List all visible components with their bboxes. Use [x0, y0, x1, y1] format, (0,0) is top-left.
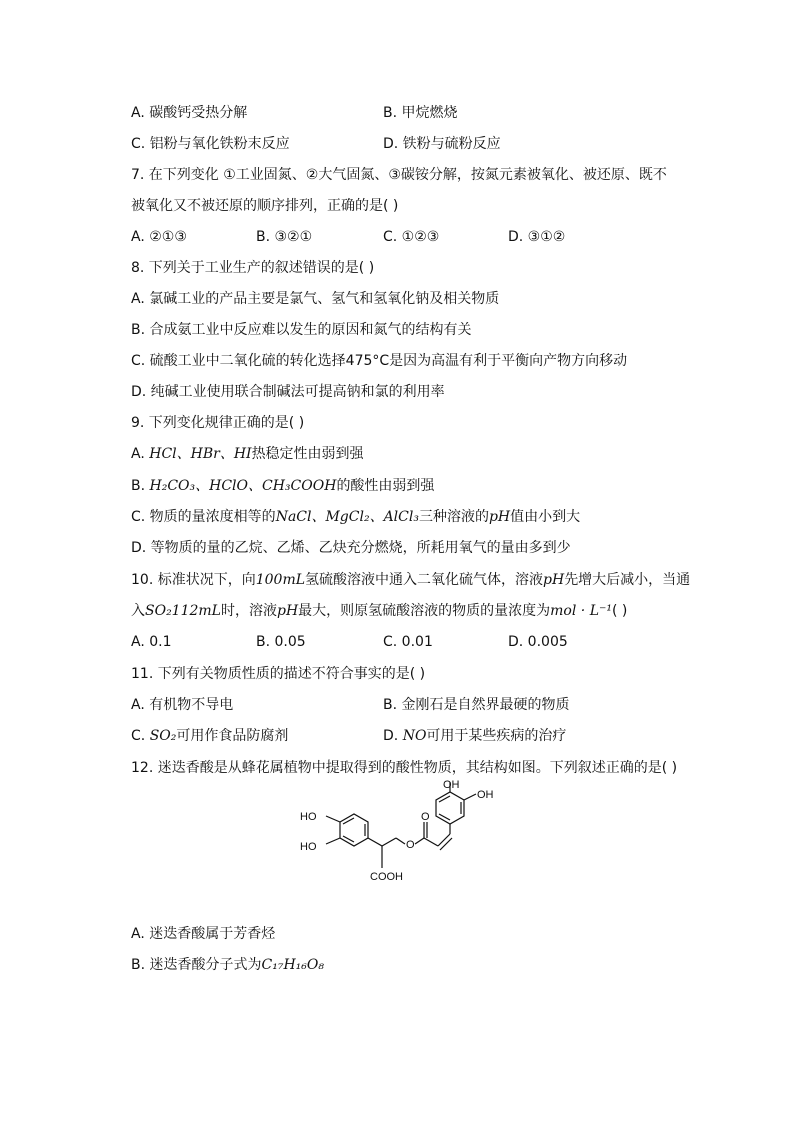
q12-option-a: A. 迷迭香酸属于芳香烃	[131, 926, 276, 942]
q11-c-prefix: C.	[131, 728, 150, 744]
q11-c-suffix: 可用作食品防腐剂	[176, 728, 289, 744]
q7-option-c: C. ①②③	[383, 229, 440, 245]
q7-option-d: D. ③①②	[508, 229, 566, 245]
q9-c-mid: 三种溶液的	[418, 509, 489, 525]
q7-option-a: A. ②①③	[131, 229, 187, 245]
q9-stem: 9. 下列变化规律正确的是( )	[131, 415, 305, 431]
q12-b-prefix: B. 迷迭香酸分子式为	[131, 957, 262, 973]
q10-option-d: D. 0.005	[508, 634, 568, 650]
q9-a-prefix: A.	[131, 446, 150, 462]
q8-option-a: A. 氯碱工业的产品主要是氯气、氢气和氢氧化钠及相关物质	[131, 291, 500, 307]
q10-option-b: B. 0.05	[256, 634, 306, 650]
q9-b-suffix: 的酸性由弱到强	[336, 478, 435, 494]
q11-d-suffix: 可用于某些疾病的治疗	[426, 728, 567, 744]
q10-unit: mol · L⁻¹	[550, 603, 612, 619]
q11-option-b: B. 金刚石是自然界最硬的物质	[383, 697, 570, 713]
q9-option-b	[131, 475, 434, 497]
q9-option-c	[131, 506, 580, 528]
q10-volume: 100mL	[255, 572, 306, 588]
q10-text-3: 先增大后减小，当通	[564, 572, 691, 588]
q8-stem: 8. 下列关于工业生产的叙述错误的是( )	[131, 260, 375, 276]
q10-ph-2: pH	[276, 603, 299, 619]
q9-c-ph: pH	[488, 509, 511, 525]
q9-option-d: D. 等物质的量的乙烷、乙烯、乙炔充分燃烧，所耗用氧气的量由多到少	[131, 540, 571, 556]
q10-so2-volume: SO₂112mL	[145, 603, 221, 619]
q10-text-6: 最大，则原氢硫酸溶液的物质的量浓度为	[298, 603, 551, 619]
q12-b-formula: C₁₇H₁₆O₈	[261, 957, 324, 973]
q6-option-b: B. 甲烷燃烧	[383, 105, 458, 121]
oh-label-top-right: OH	[477, 789, 494, 801]
ho-label-upper: HO	[300, 811, 317, 823]
oh-label-top-left: OH	[443, 779, 460, 791]
q10-ph-1: pH	[543, 572, 565, 588]
q9-a-suffix: 热稳定性由弱到强	[251, 446, 364, 462]
q11-stem: 11. 下列有关物质性质的描述不符合事实的是( )	[131, 666, 426, 682]
q10-answer-blank: ( )	[612, 603, 628, 619]
q11-option-a: A. 有机物不导电	[131, 697, 234, 713]
q10-stem-line1	[131, 569, 690, 591]
q9-c-formula: NaCl、MgCl₂、AlCl₃	[275, 509, 419, 525]
q7-option-b: B. ③②①	[256, 229, 313, 245]
q11-option-d	[383, 725, 566, 747]
q11-d-prefix: D.	[383, 728, 403, 744]
q12-option-b	[131, 954, 324, 976]
q10-text-1: 10. 标准状况下，向	[131, 572, 256, 588]
ester-oxygen-label: O	[406, 839, 415, 851]
q9-b-prefix: B.	[131, 478, 150, 494]
q10-option-c: C. 0.01	[383, 634, 433, 650]
q10-text-4: 入	[131, 603, 145, 619]
q8-option-d: D. 纯碱工业使用联合制碱法可提高钠和氯的利用率	[131, 384, 445, 400]
structure-diagram	[292, 778, 532, 890]
ho-label-lower: HO	[300, 841, 317, 853]
carbonyl-oxygen-label: O	[421, 811, 430, 823]
q7-stem-line2: 被氧化又不被还原的顺序排列，正确的是( )	[131, 198, 399, 214]
rosmarinic-acid-structure	[292, 778, 532, 890]
q7-stem-line1: 7. 在下列变化 ①工业固氮、②大气固氮、③碳铵分解，按氮元素被氧化、被还原、既不	[131, 167, 667, 183]
q9-a-formula: HCl、HBr、HI	[149, 446, 252, 462]
q9-c-suffix: 值由小到大	[510, 509, 581, 525]
q11-d-formula: NO	[402, 728, 427, 744]
q11-c-formula: SO₂	[149, 728, 177, 744]
q9-c-prefix: C. 物质的量浓度相等的	[131, 509, 276, 525]
q10-text-2: 氢硫酸溶液中通入二氧化硫气体，溶液	[305, 572, 544, 588]
q6-option-c: C. 铝粉与氧化铁粉末反应	[131, 136, 290, 152]
q10-text-5: 时，溶液	[220, 603, 277, 619]
q6-option-a: A. 碳酸钙受热分解	[131, 105, 248, 121]
q10-option-a: A. 0.1	[131, 634, 172, 650]
cooh-label: COOH	[370, 871, 403, 883]
q12-stem: 12. 迷迭香酸是从蜂花属植物中提取得到的酸性物质，其结构如图。下列叙述正确的是( )	[131, 760, 678, 776]
q6-option-d: D. 铁粉与硫粉反应	[383, 136, 501, 152]
q9-option-a	[131, 443, 364, 465]
q9-b-formula: H₂CO₃、HClO、CH₃COOH	[149, 478, 337, 494]
q8-option-c: C. 硫酸工业中二氧化硫的转化选择475°C是因为高温有利于平衡向产物方向移动	[131, 353, 628, 369]
q10-stem-line2	[131, 600, 627, 622]
q11-option-c	[131, 725, 288, 747]
q8-option-b: B. 合成氨工业中反应难以发生的原因和氮气的结构有关	[131, 322, 472, 338]
